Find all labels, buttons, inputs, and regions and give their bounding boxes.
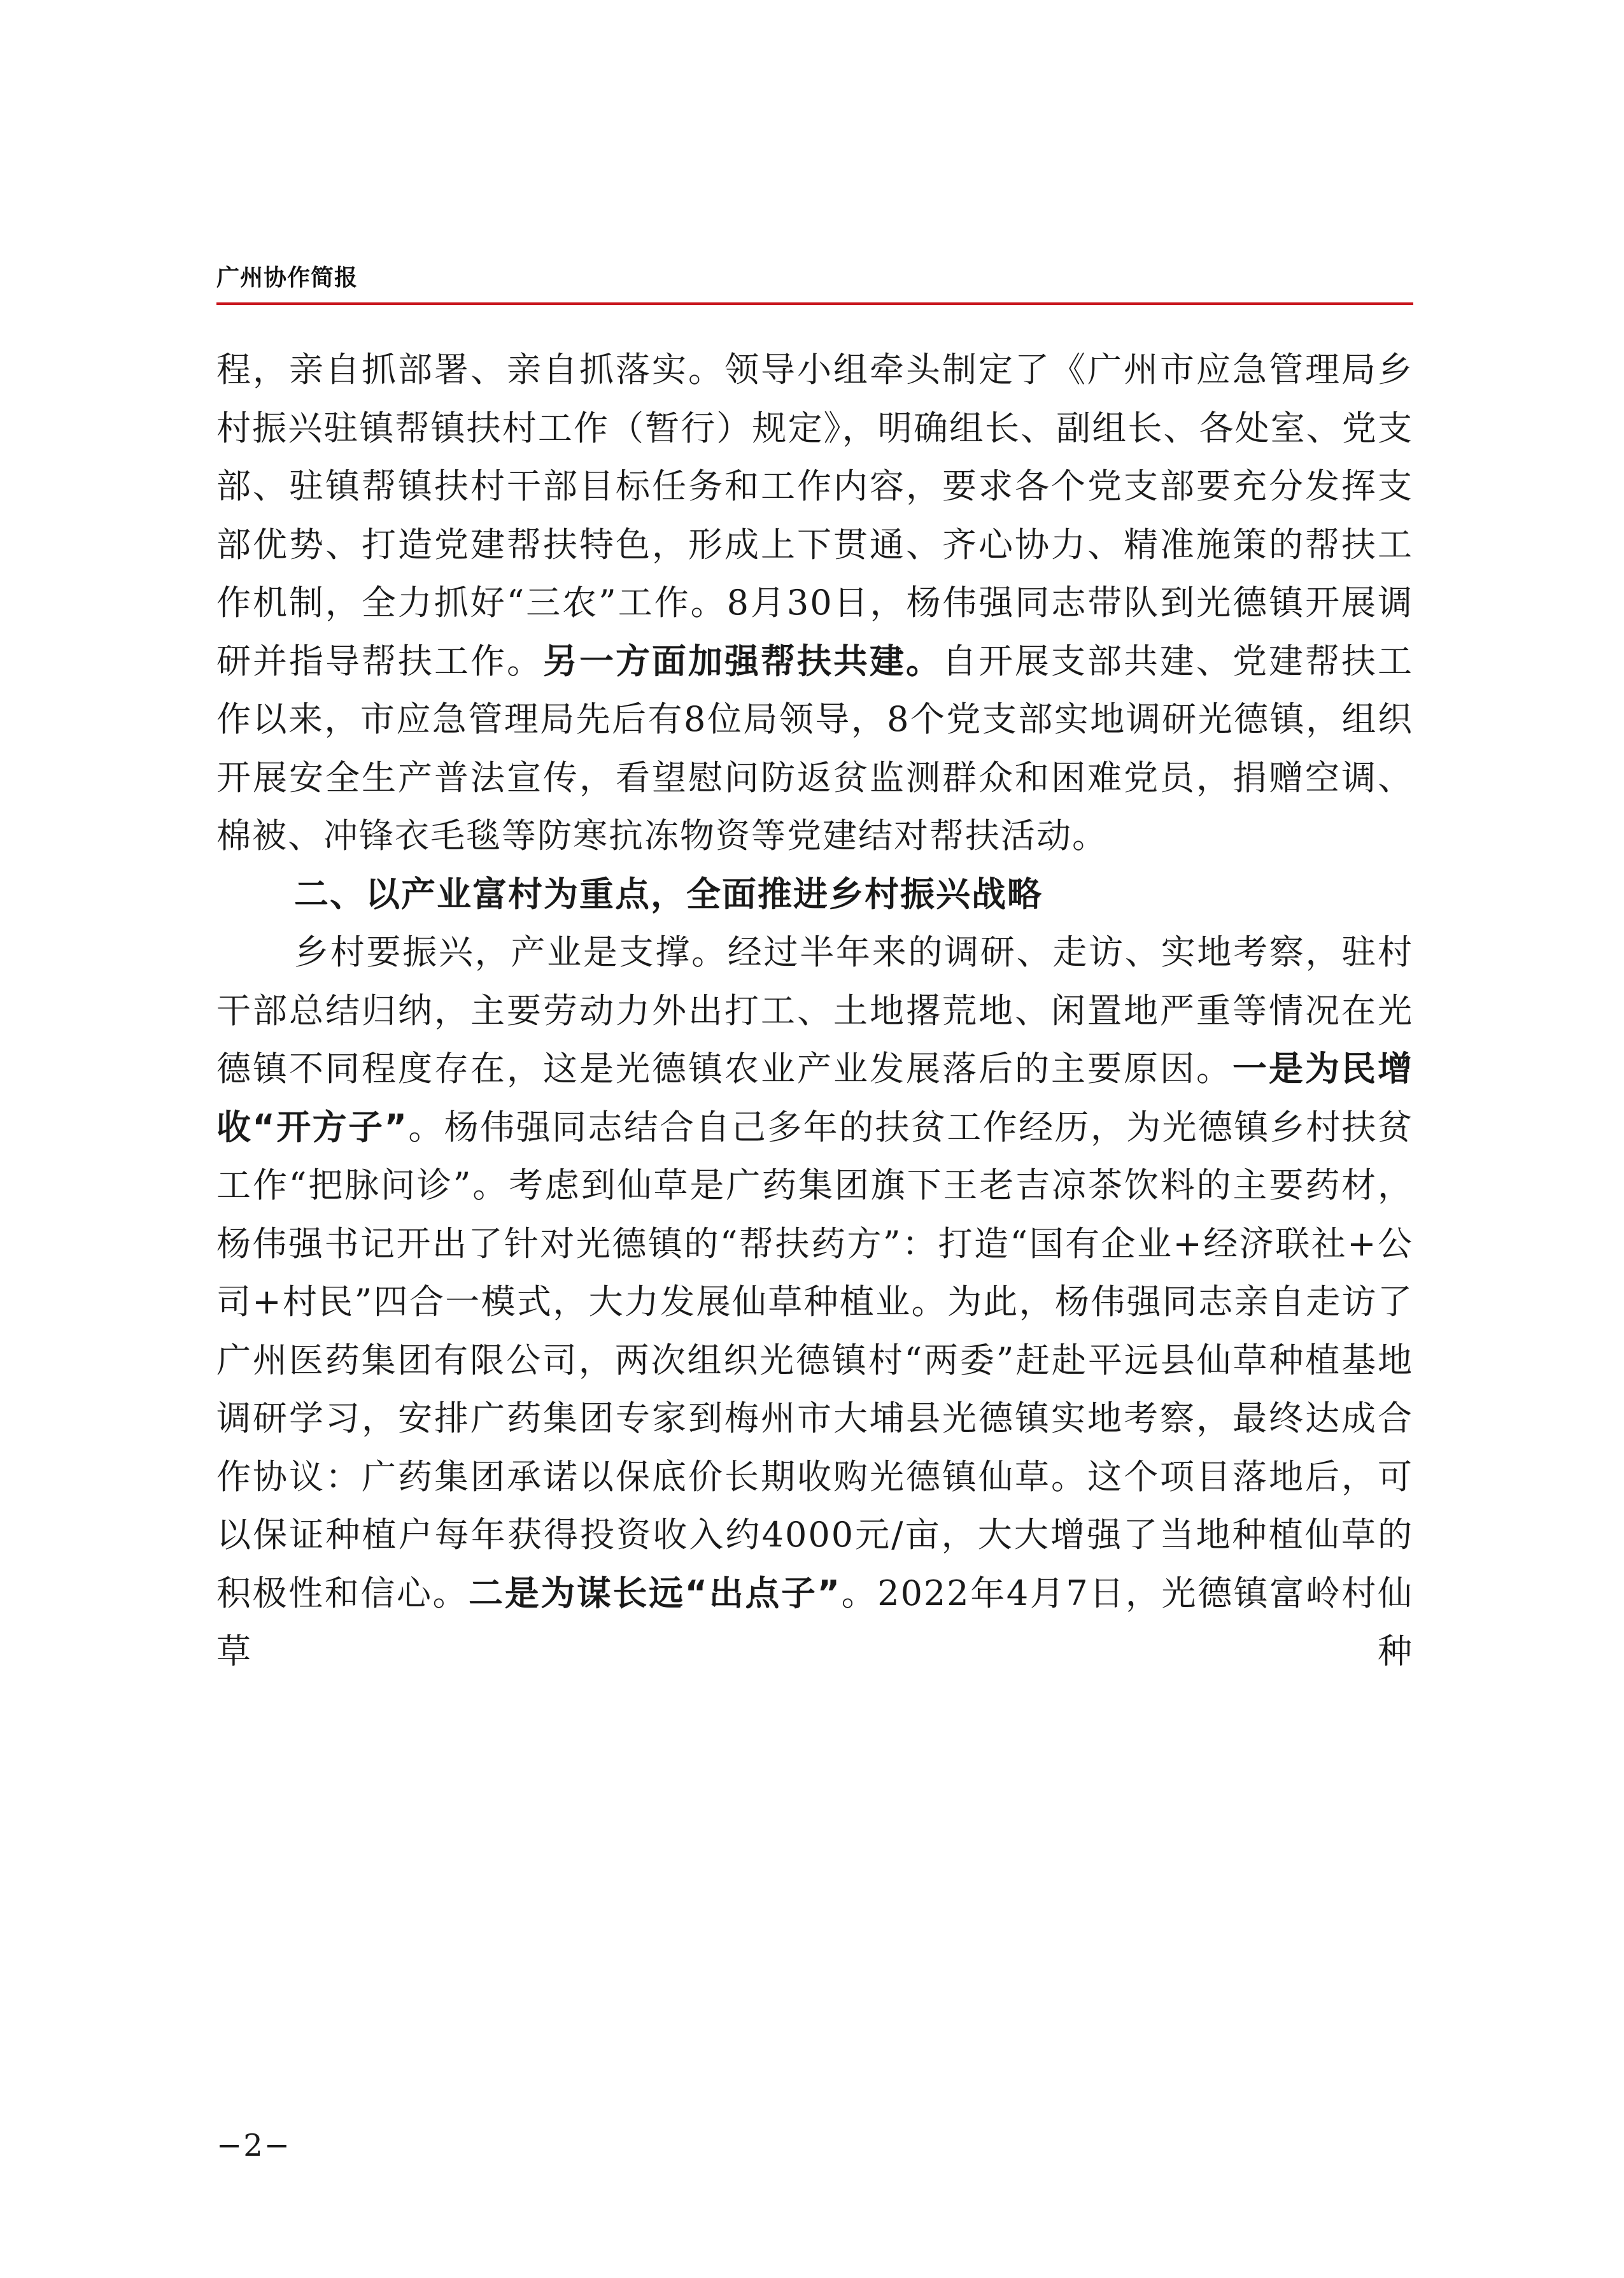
paragraph-leadership: [216, 341, 1413, 865]
paragraph-text: 自开展支部共建、党建帮扶工作以来，市应急管理局先后有8位局领导，8个党支部实地调研光德镇，组织开展安全生产普法宣传，看望慰问防返贫监测群众和困难党员，捐赠空调、棉被、冲锋衣毛毯等防寒抗冻物资等党建结对帮扶活动。: [216, 640, 1413, 856]
page-number: −2−: [216, 2128, 291, 2163]
section-heading: 二、以产业富村为重点，全面推进乡村振兴战略: [294, 874, 1043, 914]
header-rule: [216, 302, 1413, 305]
emphasis-text: 另一方面加强帮扶共建。: [543, 640, 942, 681]
emphasis-text: 一是为民增收“开方子”: [216, 1049, 1413, 1147]
paragraph-text: 。杨伟强同志结合自己多年的扶贫工作经历，为光德镇乡村扶贫工作“把脉问诊”。考虑到仙草是广药集团旗下王老吉凉茶饮料的主要药材，杨伟强书记开出了针对光德镇的“帮扶药方”：打造“国有企业+经济联社+公司+村民”四合一模式，大力发展仙草种植业。为此，杨伟强同志亲自走访了广州医药集团有限公司，两次组织光德镇村“两委”赶赴平远县仙草种植基地调研学习，安排广药集团专家到梅州市大埔县光德镇实地考察，最终达成合作协议：广药集团承诺以保底价长期收购光德镇仙草。这个项目落地后，可以保证种植户每年获得投资收入约4000元/亩，大大增强了当地种植仙草的积极性和信心。: [216, 1107, 1413, 1613]
paragraph-text: 乡村要振兴，产业是支撑。经过半年来的调研、走访、实地考察，驻村干部总结归纳，主要劳动力外出打工、土地撂荒地、闲置地严重等情况在光德镇不同程度存在，这是光德镇农业产业发展落后的主要原因。: [216, 932, 1413, 1089]
header-title: 广州协作简报: [216, 265, 358, 291]
paragraph-text: 。2022年4月7日，光德镇富岭村仙草种: [216, 1573, 1414, 1671]
paragraph-text: 程，亲自抓部署、亲自抓落实。领导小组牵头制定了《广州市应急管理局乡村振兴驻镇帮镇扶村工作（暂行）规定》，明确组长、副组长、各处室、党支部、驻镇帮镇扶村干部目标任务和工作内容，要求各个党支部要充分发挥支部优势、打造党建帮扶特色，形成上下贯通、齐心协力、精准施策的帮扶工作机制，全力抓好“三农”工作。8月30日，杨伟强同志带队到光德镇开展调研并指导帮扶工作。: [216, 350, 1413, 681]
paragraph-industry: [216, 923, 1413, 1681]
emphasis-text: 二是为谋长远“出点子”: [469, 1573, 842, 1613]
document-body: [216, 341, 1413, 1681]
